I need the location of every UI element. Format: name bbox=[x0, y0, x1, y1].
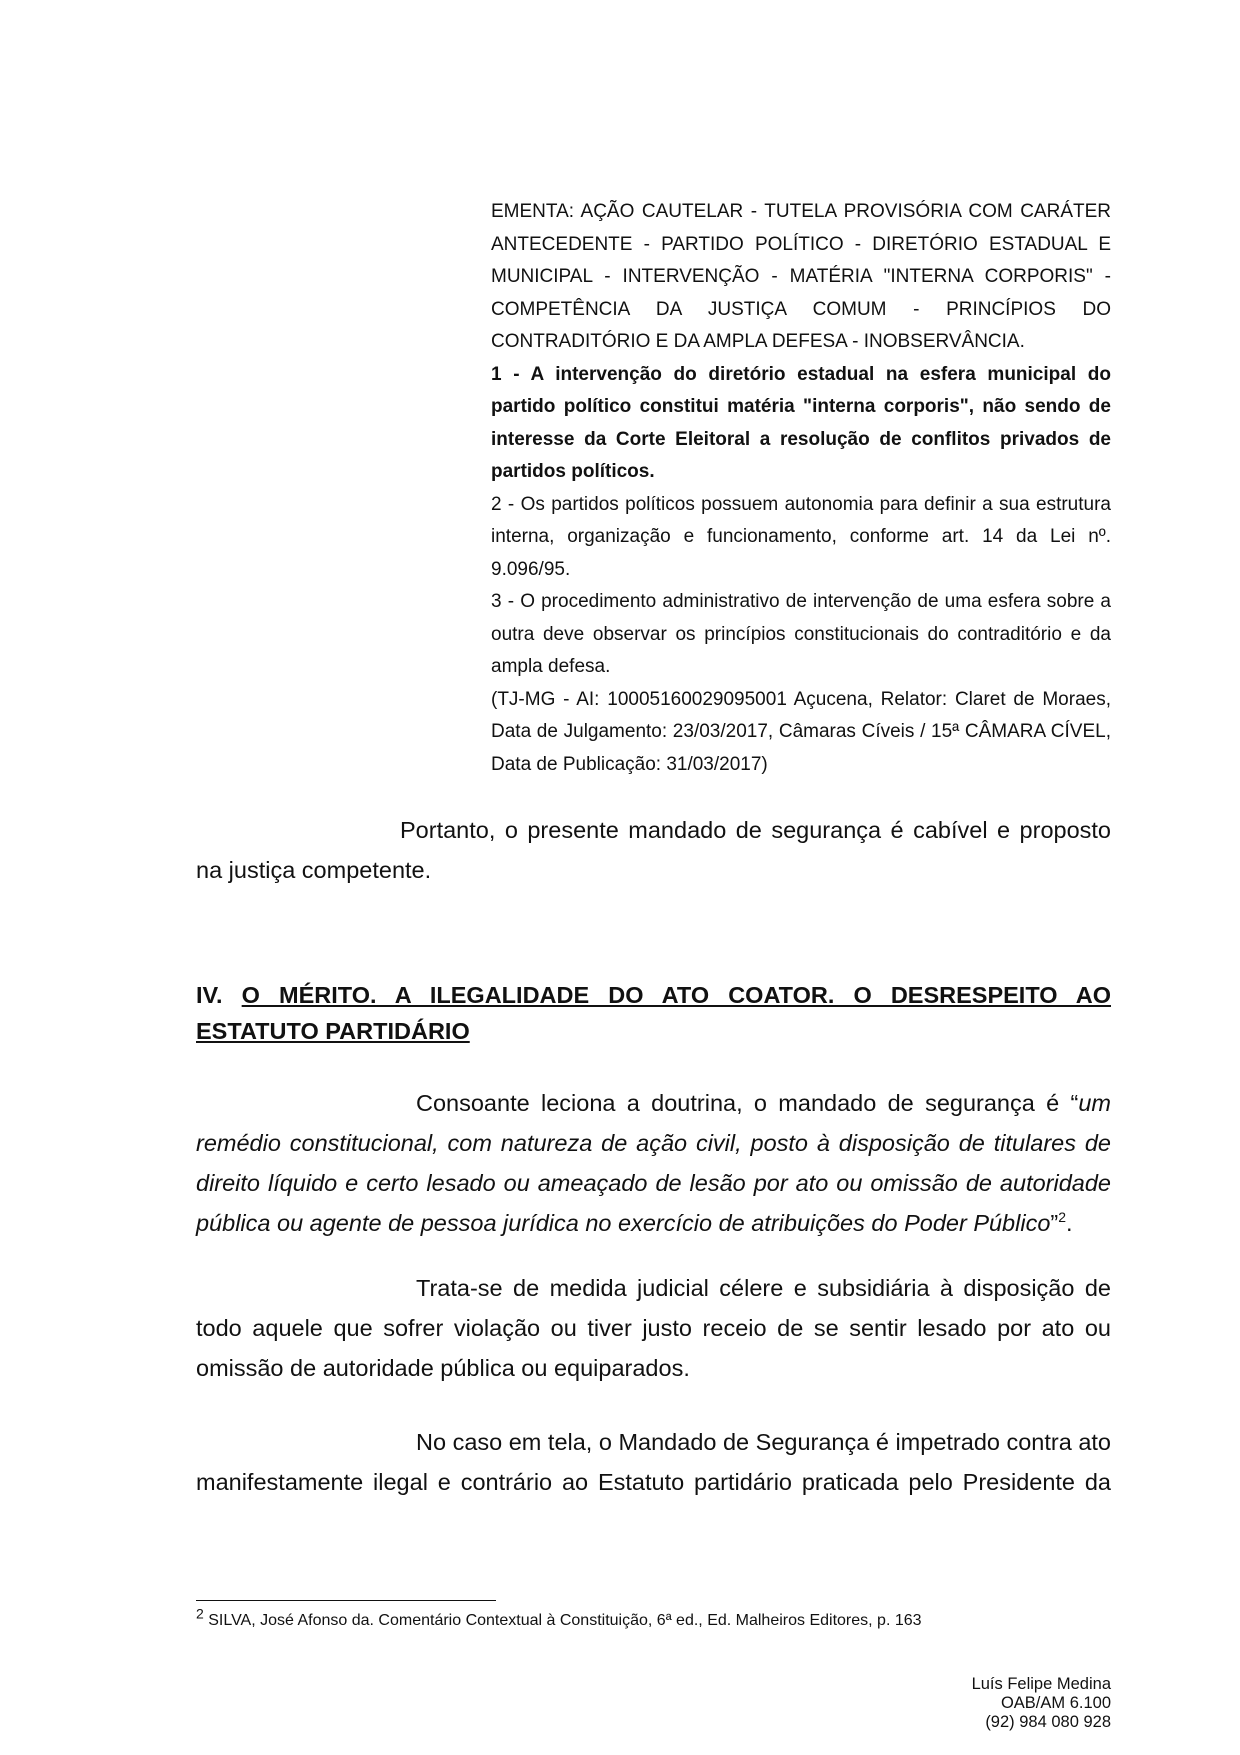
ementa-citation: (TJ-MG - AI: 10005160029095001 Açucena, Relator: Claret de Moraes, Data de Julgamento: 23/03/2017, Câmaras Cíveis / 15ª CÂMARA CÍVEL, Data de Publicação: 31/03/2017) bbox=[491, 688, 1111, 775]
signature-phone: (92) 984 080 928 bbox=[985, 1713, 1111, 1731]
footnote-number: 2 bbox=[196, 1605, 204, 1622]
ementa-block bbox=[491, 196, 1111, 781]
ementa-item-2: 2 - Os partidos políticos possuem autonomia para definir a sua estrutura interna, organização e funcionamento, conforme art. 14 da Lei nº. 9.096/95. bbox=[491, 493, 1111, 580]
doutrina-quote: um remédio constitucional, com natureza de ação civil, posto à disposição de titulares de direito líquido e certo lesado ou ameaçado de lesão por ato ou omissão de autoridade pública ou agente de pessoa jurídica no exercício de atribuições do Poder Público bbox=[196, 1090, 1111, 1236]
paragraph-doutrina bbox=[196, 1083, 1111, 1243]
footnote bbox=[196, 1605, 1111, 1631]
footnote-text: SILVA, José Afonso da. Comentário Contextual à Constituição, 6ª ed., Ed. Malheiros Editores, p. 163 bbox=[203, 1612, 922, 1629]
paragraph-portanto: Portanto, o presente mandado de segurança é cabível e proposto na justiça competente. bbox=[196, 817, 1111, 883]
ementa-item-3: 3 - O procedimento administrativo de intervenção de uma esfera sobre a outra deve observar os princípios constitucionais do contraditório e da ampla defesa. bbox=[491, 591, 1111, 677]
ementa-item-1: 1 - A intervenção do diretório estadual na esfera municipal do partido político constitui matéria "interna corporis", não sendo de interesse da Corte Eleitoral a resolução de conflitos privados de partidos políticos. bbox=[491, 363, 1111, 482]
signature-oab: OAB/AM 6.100 bbox=[1000, 1694, 1111, 1712]
section-number: IV. bbox=[196, 982, 223, 1008]
paragraph-medida: Trata-se de medida judicial célere e subsidiária à disposição de todo aquele que sofrer violação ou tiver justo receio de se sentir lesado por ato ou omissão de autoridade pública ou equiparados. bbox=[196, 1275, 1111, 1381]
footnote-ref: 2 bbox=[1058, 1209, 1067, 1226]
signature-block bbox=[972, 1675, 1111, 1732]
section-title: O MÉRITO. A ILEGALIDADE DO ATO COATOR. O DESRESPEITO AO ESTATUTO PARTIDÁRIO bbox=[196, 982, 1111, 1044]
section-heading bbox=[196, 977, 1111, 1049]
ementa-header: EMENTA: AÇÃO CAUTELAR - TUTELA PROVISÓRIA COM CARÁTER ANTECEDENTE - PARTIDO POLÍTICO - DIRETÓRIO ESTADUAL E MUNICIPAL - INTERVENÇÃO - MATÉRIA "INTERNA CORPORIS" - COMPETÊNCIA DA JUSTIÇA COMUM - PRINCÍPIOS DO CONTRADITÓRIO E DA AMPLA DEFESA - INOBSERVÂNCIA. bbox=[491, 201, 1111, 352]
doutrina-intro: Consoante leciona a doutrina, o mandado de segurança é “ bbox=[416, 1090, 1079, 1116]
doutrina-end: . bbox=[1066, 1210, 1073, 1236]
signature-name: Luís Felipe Medina bbox=[971, 1675, 1111, 1693]
doutrina-close-quote: ” bbox=[1050, 1210, 1059, 1236]
paragraph-caso: No caso em tela, o Mandado de Segurança é impetrado contra ato manifestamente ilegal e contrário ao Estatuto partidário praticada pelo Presidente da bbox=[196, 1429, 1111, 1495]
footnote-divider bbox=[196, 1600, 496, 1601]
